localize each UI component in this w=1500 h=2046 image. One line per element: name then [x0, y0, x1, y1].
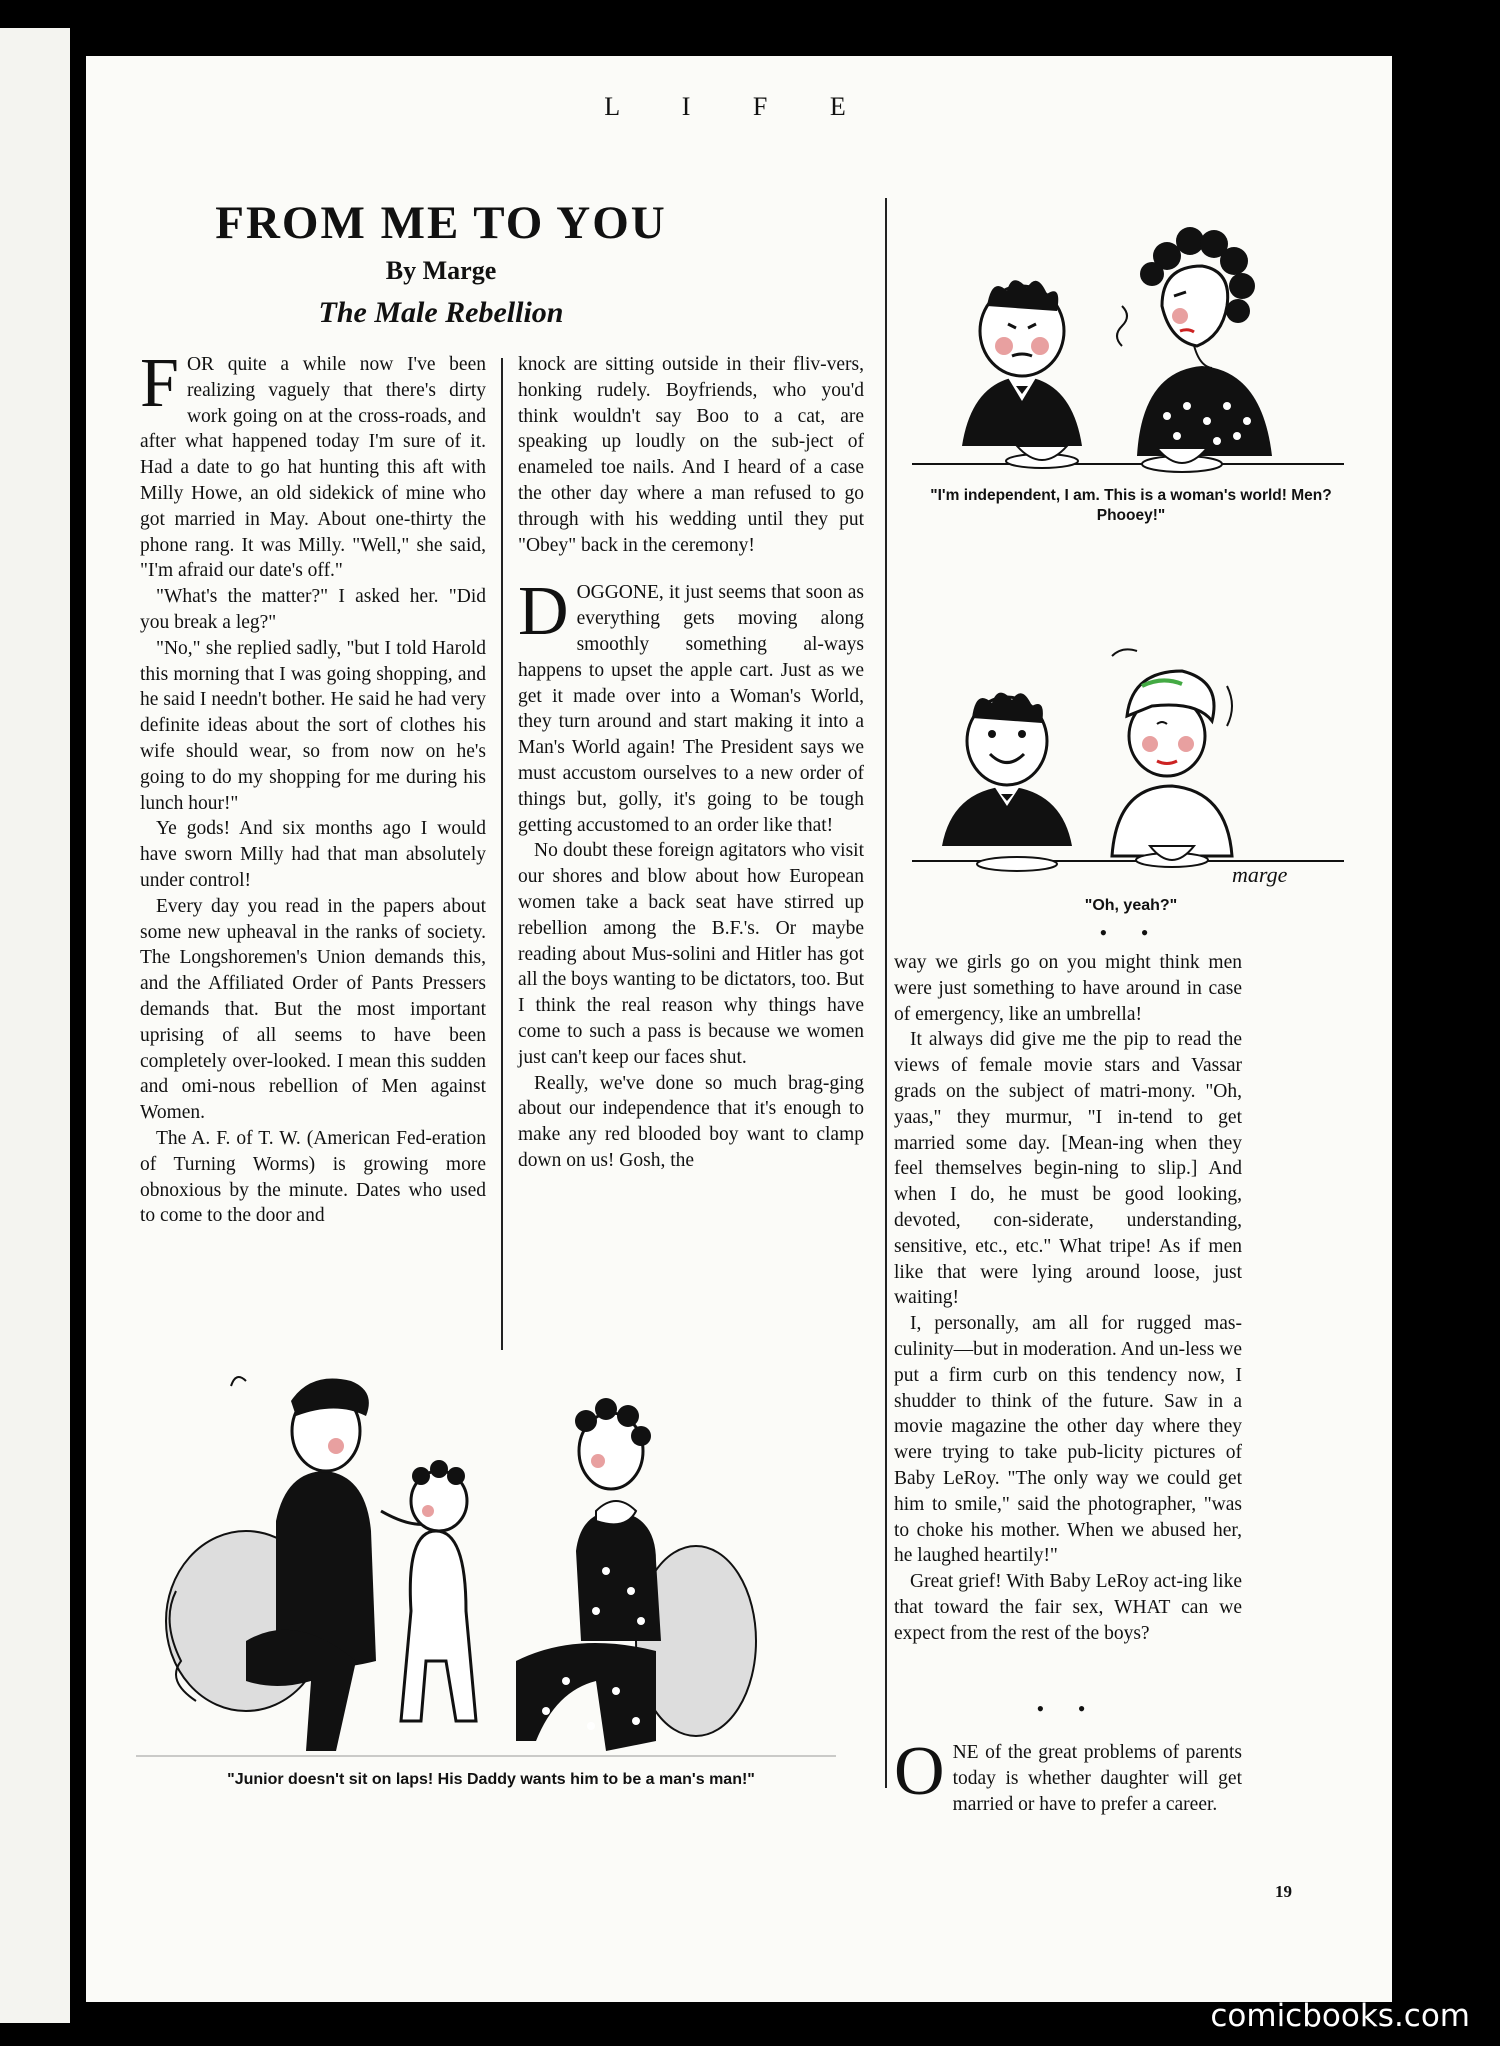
column-2: knock are sitting outside in their fliv-vers, honking rudely. Boyfriends, who you'd think wouldn't say Boo to a cat, are speaking up loudly on the sub-ject of enameled toe nails. And I heard of a case the other day where a man refused to go through with his wedding until they put "Obey" back in the ceremony! DOGGONE, it just seems that soon as everything gets moving along smoothly something al-ways happens to upset the apple cart. Just as we get it made over into a Woman's World, they turn around and start making it into a Man's World again! The President says we must accustom ourselves to a new order of things but, golly, it's going to be tough getting accustomed to an order like that! No doubt these foreign agitators who visit our shores and blow about how European women take a back seat have stirred up rebellion among the B.F.'s. Or maybe reading about Mus-solini and Hitler has got all the boys wanting to be dictators, too. But I think the real reason why things have come to such a pass is because we women just can't keep our faces shut. Really, we've done so much brag-ging about our independence that it's enough to make any red blooded boy want to clamp down on us! Gosh, the [518, 354, 864, 1171]
drop-cap: O [894, 1733, 945, 1810]
drop-cap: D [518, 573, 569, 651]
subtitle: The Male Rebellion [318, 296, 564, 329]
cartoon-parents-with-junior [136, 1361, 836, 1771]
section-separator: • • [1036, 1696, 1100, 1721]
drop-cap: F [140, 345, 179, 422]
cartoon-couple-at-table [912, 196, 1344, 516]
column-1: FOR quite a while now I've been realizing vaguely that there's dirty work going on at the cross-roads, and after what happened today I'm sure of it. Had a date to go hat hunting this aft with Milly Howe, an old sidekick of mine who got married in May. About one-thirty the phone rang. It was Milly. "Well," she said, "I'm afraid our date's off." "What's the matter?" I asked her. "Did you break a leg?" "No," she replied sadly, "but I told Harold this morning that I was going shopping, and he said I needn't bother. He said he had very definite ideas about the sort of clothes his wife should wear, so from now on he's going to do my shopping for me during his lunch hour!" Ye gods! And six months ago I would have sworn Milly had that man absolutely under control! Every day you read in the papers about some new upheaval in the ranks of society. The Longshoremen's Union demands this, and the Affiliated Order of Pants Pressers demands that. But the most important uprising of all seems to have been completely over-looked. I mean this sudden and omi-nous rebellion of Men against Women. The A. F. of T. W. (American Fed-eration of Turning Worms) is growing more obnoxious by the minute. Dates who used to come to the door and [140, 345, 486, 1227]
column-rule [885, 198, 887, 1788]
cartoon-couple-smiling [912, 626, 1344, 891]
section-separator: • • [1099, 920, 1163, 945]
site-watermark: comicbooks.com [1210, 1998, 1470, 2034]
cartoon-caption: "Junior doesn't sit on laps! His Daddy wants him to be a man's man!" [227, 1771, 755, 1788]
article-title: FROM ME TO YOU [215, 197, 667, 249]
adjacent-page-edge [0, 28, 70, 2023]
cartoon-caption: "I'm independent, I am. This is a woman's world! Men? Phooey!" [930, 487, 1332, 524]
cartoon-caption: "Oh, yeah?" [1084, 897, 1178, 914]
running-head: L I F E [604, 92, 874, 121]
page-number: 19 [1275, 1882, 1292, 1901]
byline: By Marge [385, 256, 497, 285]
column-rule [501, 358, 503, 1350]
column-3-final: ONE of the great problems of parents today is whether daughter will get married or have to prefer a career. [894, 1733, 1242, 1815]
magazine-page [86, 56, 1392, 2002]
column-3: way we girls go on you might think men were just something to have around in case of emergency, like an umbrella! It always did give me the pip to read the views of female movie stars and Vassar grads on the subject of matri-mony. "Oh, yaas," they murmur, "I in-tend to get married some day. [Mean-ing when they feel themselves begin-ning to slip.] And when I do, he must be good looking, devoted, con-siderate, understanding, sensitive, etc., etc." What tripe! As if men like that were lying around loose, just waiting! I, personally, am all for rugged mas-culinity—but in moderation. And un-less we put a firm curb on this tendency now, I shudder to think of the future. Saw in a movie magazine the other day where they were trying to take pub-licity pictures of Baby LeRoy. "The only way we could get him to smile," said the photographer, "was to choke his mother. When we abused her, he laughed heartily!" Great grief! With Baby LeRoy act-ing like that toward the fair sex, WHAT can we expect from the rest of the boys? [894, 952, 1242, 1644]
artist-signature: marge [1232, 862, 1288, 887]
